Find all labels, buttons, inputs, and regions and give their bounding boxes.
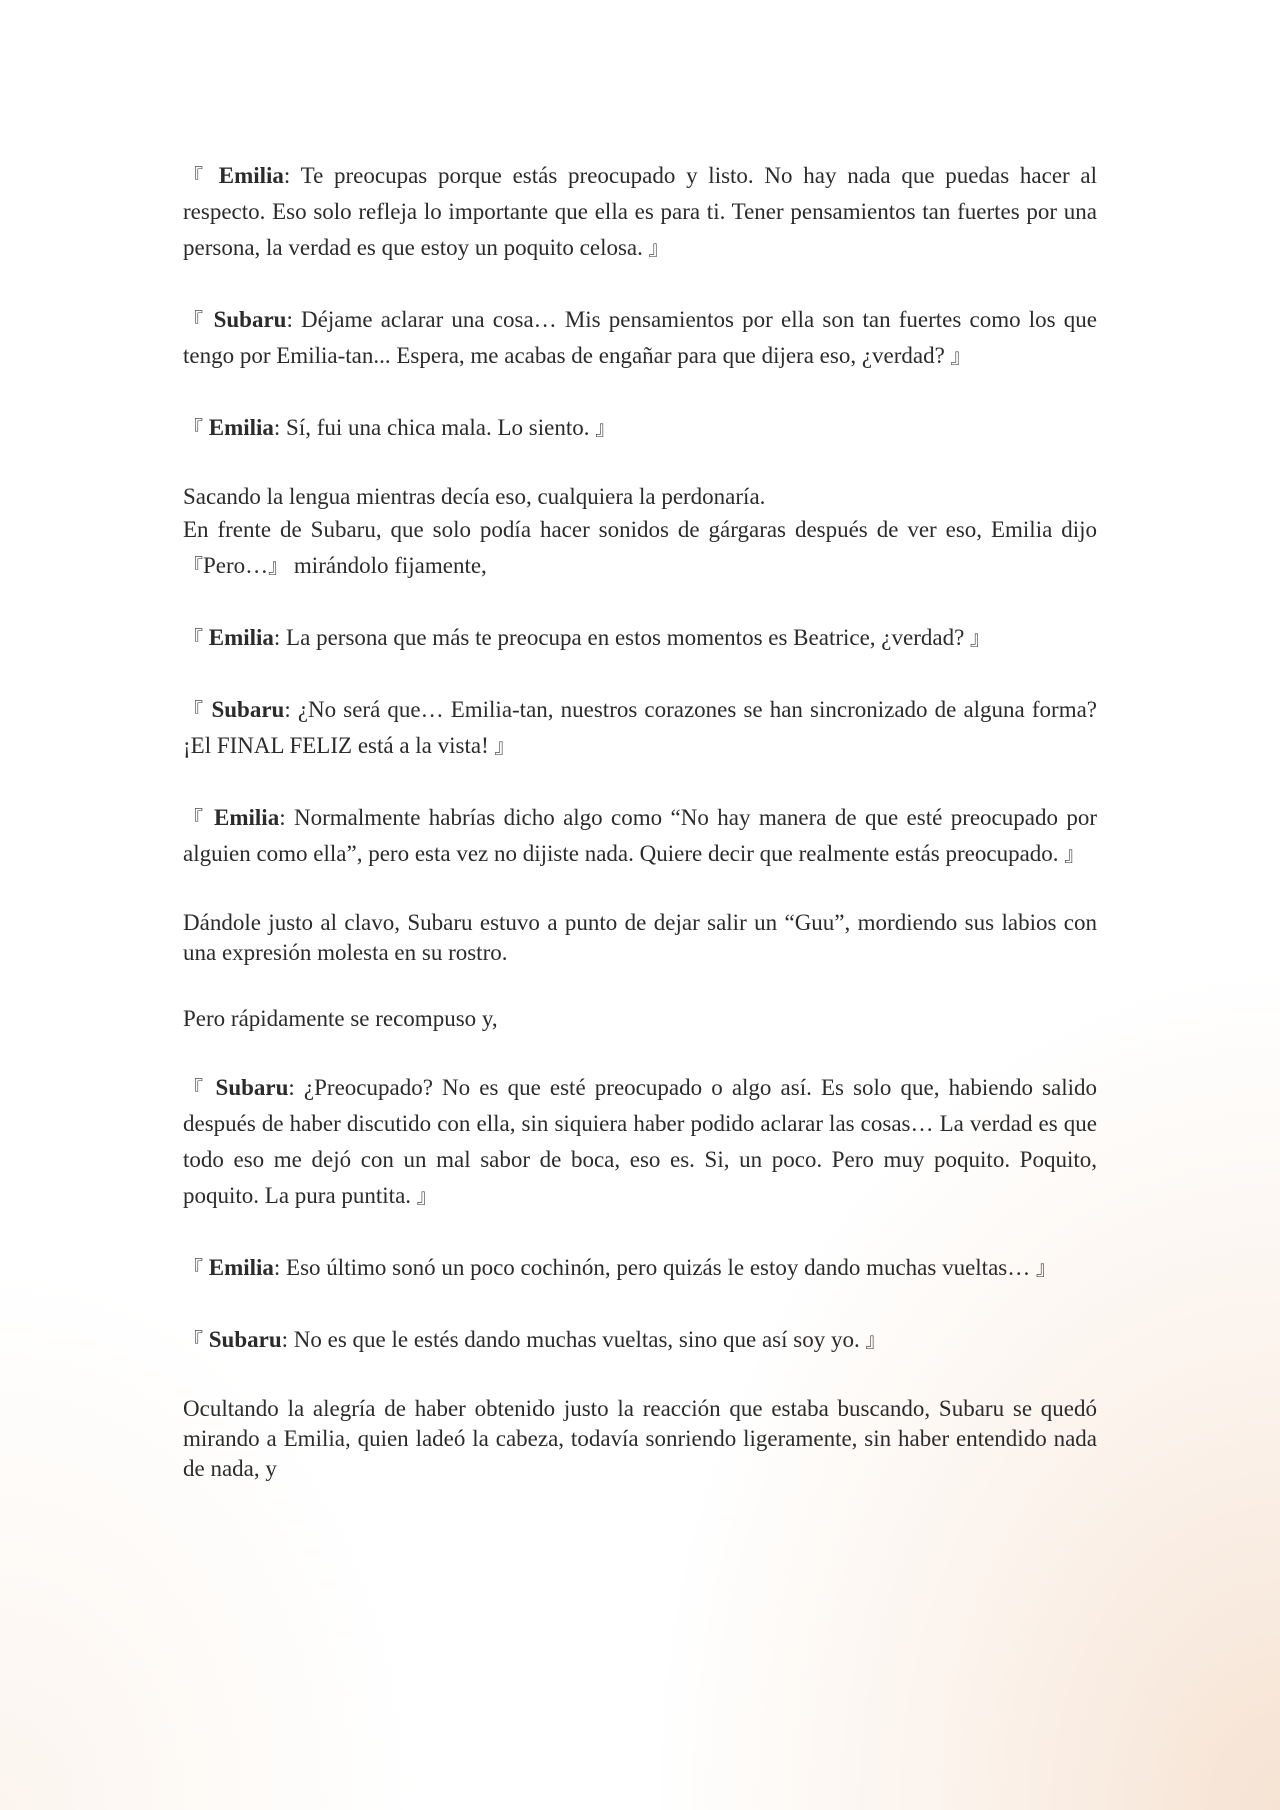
speaker-name: Subaru [213, 307, 287, 332]
dialogue-paragraph [183, 692, 1097, 764]
document-body [183, 158, 1097, 1520]
dialogue-text: : No es que le estés dando muchas vueltas, sino que así soy yo. [281, 1327, 860, 1352]
narration-text: mirándolo fijamente, [288, 553, 487, 578]
close-quote-mark: 』 [950, 344, 971, 368]
speaker-name: Subaru [215, 1075, 289, 1100]
inline-quote-text: Pero… [203, 553, 269, 578]
open-quote-mark: 『 [183, 164, 208, 188]
dialogue-text: : Déjame aclarar una cosa… Mis pensamientos por ella son tan fuertes como los que tengo por Emilia-tan... Espera, me acabas de engañar para que dijera eso, ¿verdad? [183, 307, 1097, 368]
dialogue-paragraph [183, 302, 1097, 374]
dialogue-text: : La persona que más te preocupa en estos momentos es Beatrice, ¿verdad? [273, 625, 965, 650]
dialogue-paragraph [183, 410, 1097, 446]
close-quote-mark: 』 [416, 1184, 437, 1208]
close-quote-mark: 』 [494, 734, 515, 758]
dialogue-text: : Eso último sonó un poco cochinón, pero quizás le estoy dando muchas vueltas… [273, 1255, 1031, 1280]
narration-text: En frente de Subaru, que solo podía hacer sonidos de gárgaras después de ver eso, Emilia dijo [183, 517, 1097, 542]
close-quote-mark: 』 [1064, 842, 1085, 866]
narration-text: Dándole justo al clavo, Subaru estuvo a punto de dejar salir un “Guu”, mordiendo sus labios con una expresión molesta en su rostro. [183, 910, 1097, 965]
dialogue-paragraph [183, 158, 1097, 266]
close-quote-mark: 』 [268, 554, 289, 578]
dialogue-text: : Sí, fui una chica mala. Lo siento. [273, 415, 590, 440]
close-quote-mark: 』 [595, 416, 616, 440]
open-quote-mark: 『 [183, 416, 203, 440]
dialogue-text: : Te preocupas porque estás preocupado y listo. No hay nada que puedas hacer al respecto. Eso solo refleja lo importante que ella es para ti. Tener pensamientos tan fuertes por una persona, la verdad es que estoy un poquito celosa. [183, 163, 1098, 260]
dialogue-paragraph [183, 620, 1097, 656]
narration-paragraph [183, 908, 1097, 968]
dialogue-paragraph [183, 1250, 1097, 1286]
narration-text: Pero rápidamente se recompuso y, [183, 1006, 498, 1031]
close-quote-mark: 』 [648, 236, 669, 260]
dialogue-paragraph [183, 800, 1097, 872]
narration-paragraph [183, 1004, 1097, 1034]
speaker-name: Subaru [211, 697, 285, 722]
open-quote-mark: 『 [183, 1076, 207, 1100]
narration-text: Ocultando la alegría de haber obtenido justo la reacción que estaba buscando, Subaru se quedó mirando a Emilia, quien ladeó la cabeza, todavía sonriendo ligeramente, sin haber entendido nada de nada, y [183, 1396, 1097, 1481]
open-quote-mark: 『 [183, 308, 206, 332]
speaker-name: Emilia [208, 1255, 274, 1280]
narration-paragraph [183, 1394, 1097, 1484]
speaker-name: Emilia [208, 625, 274, 650]
dialogue-text: : ¿Preocupado? No es que esté preocupado o algo así. Es solo que, habiendo salido después de haber discutido con ella, sin siquiera haber podido aclarar las cosas… La verdad es que todo eso me dejó con un mal sabor de boca, eso es. Si, un poco. Pero muy poquito. Poquito, poquito. La pura puntita. [183, 1075, 1098, 1208]
close-quote-mark: 』 [1035, 1256, 1056, 1280]
close-quote-mark: 』 [970, 626, 991, 650]
close-quote-mark: 』 [865, 1328, 886, 1352]
speaker-name: Emilia [218, 163, 284, 188]
narration-text: Sacando la lengua mientras decía eso, cualquiera la perdonaría. [183, 484, 766, 509]
open-quote-mark: 『 [183, 1328, 203, 1352]
dialogue-paragraph [183, 1322, 1097, 1358]
open-quote-mark: 『 [183, 554, 203, 578]
open-quote-mark: 『 [183, 626, 203, 650]
open-quote-mark: 『 [183, 1256, 203, 1280]
speaker-name: Emilia [214, 805, 280, 830]
speaker-name: Subaru [208, 1327, 282, 1352]
narration-paragraph [183, 482, 1097, 512]
open-quote-mark: 『 [183, 698, 205, 722]
dialogue-text: : Normalmente habrías dicho algo como “No hay manera de que esté preocupado por alguien como ella”, pero esta vez no dijiste nada. Quiere decir que realmente estás preocupado. [183, 805, 1098, 866]
open-quote-mark: 『 [183, 806, 206, 830]
narration-paragraph [183, 512, 1097, 584]
dialogue-paragraph [183, 1070, 1097, 1214]
speaker-name: Emilia [208, 415, 274, 440]
dialogue-text: : ¿No será que… Emilia-tan, nuestros corazones se han sincronizado de alguna forma? ¡El FINAL FELIZ está a la vista! [183, 697, 1098, 758]
